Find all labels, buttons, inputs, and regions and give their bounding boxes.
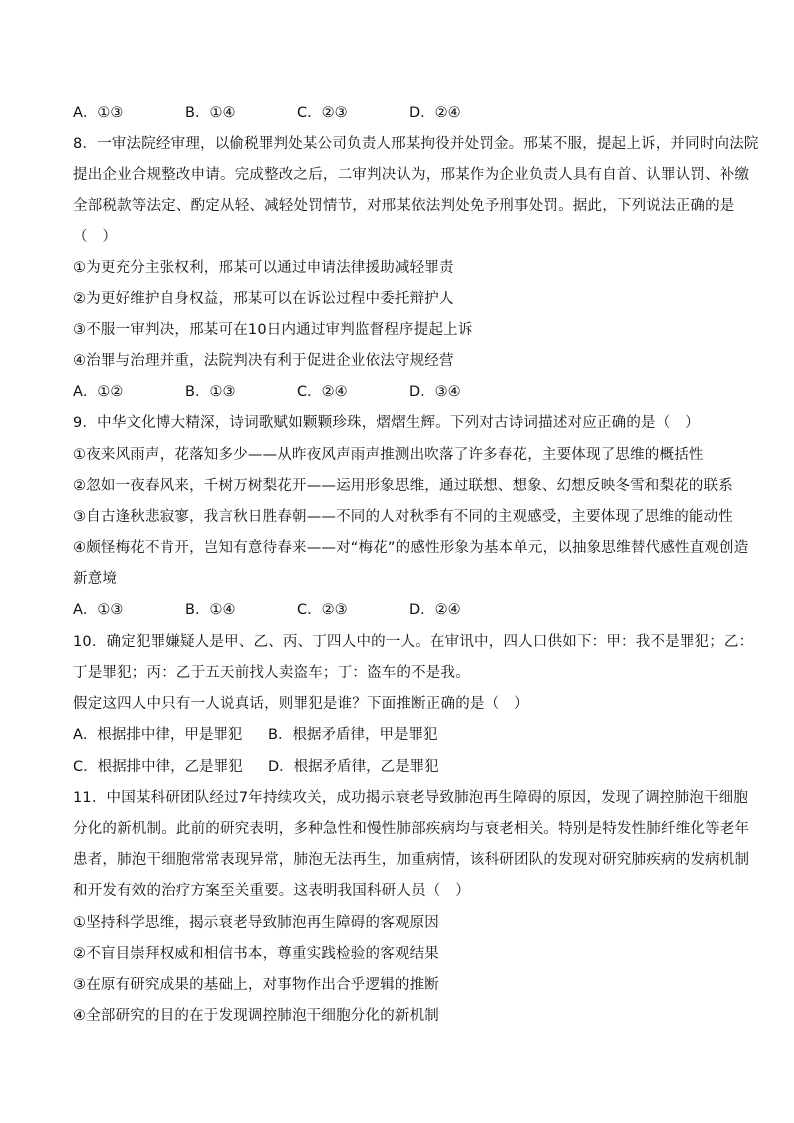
q10-options-row-1 bbox=[73, 725, 733, 745]
q10-option-a: A．根据排中律，甲是罪犯 bbox=[73, 727, 243, 743]
q8-option-a: A．①② bbox=[73, 384, 124, 400]
q10-option-d: D．根据矛盾律，乙是罪犯 bbox=[268, 759, 439, 775]
q8-option-d: D．③④ bbox=[409, 384, 461, 400]
q8-option-b: B．①③ bbox=[185, 384, 236, 400]
q8-item-3: ③不服一审判决，邢某可在10日内通过审判监督程序提起上诉 bbox=[73, 322, 473, 338]
q9-options bbox=[73, 600, 733, 620]
q7-option-b: B．①④ bbox=[185, 105, 236, 121]
q11-stem-line: 和开发有效的治疗方案至关重要。这表明我国科研人员（ ） bbox=[73, 883, 470, 899]
q9-stem-line: 9．中华文化博大精深，诗词歌赋如颗颗珍珠，熠熠生辉。下列对古诗词描述对应正确的是（ ） bbox=[73, 415, 700, 431]
q7-option-c: C．②③ bbox=[297, 105, 348, 121]
q11-item-1: ①坚持科学思维，揭示衰老导致肺泡再生障碍的客观原因 bbox=[73, 915, 439, 931]
q8-stem-line: 全部税款等法定、酌定从轻、减轻处罚情节，对邢某依法判处免予刑事处罚。据此，下列说法正确的是 bbox=[73, 198, 735, 214]
q8-stem-line: 提出企业合规整改申请。完成整改之后，二审判决认为，邢某作为企业负责人具有自首、认罪认罚、补缴 bbox=[73, 167, 750, 183]
q9-item-4-cont: 新意境 bbox=[73, 571, 118, 587]
q9-option-a: A．①③ bbox=[73, 602, 124, 618]
q8-item-1: ①为更充分主张权利，邢某可以通过申请法律援助减轻罪责 bbox=[73, 260, 454, 276]
q7-options bbox=[73, 103, 733, 123]
q11-item-3: ③在原有研究成果的基础上，对事物作出合乎逻辑的推断 bbox=[73, 977, 439, 993]
q10-stem-line: 丁是罪犯；丙：乙于五天前找人卖盗车；丁：盗车的不是我。 bbox=[73, 665, 470, 681]
q10-option-b: B．根据矛盾律，甲是罪犯 bbox=[268, 727, 438, 743]
q9-item-3: ③自古逢秋悲寂寥，我言秋日胜春朝——不同的人对秋季有不同的主观感受，主要体现了思维的能动性 bbox=[73, 509, 733, 525]
q11-item-4: ④全部研究的目的在于发现调控肺泡干细胞分化的新机制 bbox=[73, 1008, 439, 1024]
q11-item-2: ②不盲目崇拜权威和相信书本，尊重实践检验的客观结果 bbox=[73, 946, 439, 962]
q9-item-4: ④颇怪梅花不肯开，岂知有意待春来——对“梅花”的感性形象为基本单元，以抽象思维替代感性直观创造 bbox=[73, 540, 749, 556]
q10-option-c: C．根据排中律，乙是罪犯 bbox=[73, 759, 243, 775]
q10-stem-line: 10．确定犯罪嫌疑人是甲、乙、丙、丁四人中的一人。在审讯中，四人口供如下：甲：我不是罪犯；乙： bbox=[73, 634, 754, 650]
q10-stem-line: 假定这四人中只有一人说真话，则罪犯是谁？下面推断正确的是（ ） bbox=[73, 696, 529, 712]
q9-item-2: ②忽如一夜春风来，千树万树梨花开——运用形象思维，通过联想、想象、幻想反映冬雪和梨花的联系 bbox=[73, 478, 733, 494]
q8-options bbox=[73, 382, 733, 402]
q9-option-d: D．②④ bbox=[409, 602, 461, 618]
q7-option-a: A．①③ bbox=[73, 105, 124, 121]
q8-stem-line: （ ） bbox=[73, 229, 118, 245]
q11-stem-line: 患者，肺泡干细胞常常表现异常，肺泡无法再生，加重病情，该科研团队的发现对研究肺疾病的发病机制 bbox=[73, 852, 750, 868]
q8-option-c: C．②④ bbox=[297, 384, 348, 400]
q9-option-b: B．①④ bbox=[185, 602, 236, 618]
q7-option-d: D．②④ bbox=[409, 105, 461, 121]
q10-options-row-2 bbox=[73, 757, 733, 777]
q11-stem-line: 11．中国某科研团队经过7年持续攻关，成功揭示衰老导致肺泡再生障碍的原因，发现了调控肺泡干细胞 bbox=[73, 790, 749, 806]
q9-item-1: ①夜来风雨声，花落知多少——从昨夜风声雨声推测出吹落了许多春花，主要体现了思维的概括性 bbox=[73, 447, 704, 463]
q11-stem-line: 分化的新机制。此前的研究表明，多种急性和慢性肺部疾病均与衰老相关。特别是特发性肺纤维化等老年 bbox=[73, 821, 750, 837]
q8-item-2: ②为更好维护自身权益，邢某可以在诉讼过程中委托辩护人 bbox=[73, 291, 454, 307]
q9-option-c: C．②③ bbox=[297, 602, 348, 618]
q8-item-4: ④治罪与治理并重，法院判决有利于促进企业依法守规经营 bbox=[73, 353, 454, 369]
q8-stem-line: 8．一审法院经审理，以偷税罪判处某公司负责人邢某拘役并处罚金。邢某不服，提起上诉，并同时向法院 bbox=[73, 136, 759, 152]
